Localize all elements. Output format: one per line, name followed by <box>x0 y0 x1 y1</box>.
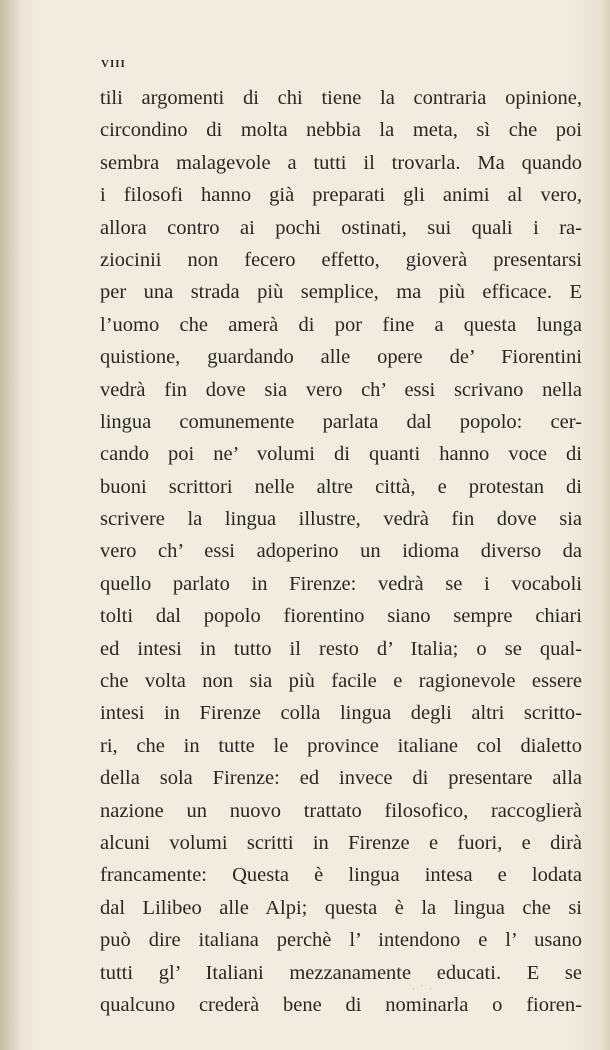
text-line: sembra malagevole a tutti il trovarla. Ma quando <box>100 151 582 174</box>
text-line: vedrà fin dove sia vero ch’ essi scrivano nella <box>100 378 582 401</box>
text-line: per una strada più semplice, ma più efficace. E <box>100 281 582 304</box>
text-line: allora contro ai pochi ostinati, sui quali i ra- <box>100 216 582 239</box>
text-line: ziocinii non fecero effetto, gioverà presentarsi <box>100 248 582 271</box>
text-line: quello parlato in Firenze: vedrà se i vocaboli <box>100 572 582 595</box>
text-line: ri, che in tutte le province italiane col dialetto <box>100 734 582 757</box>
text-line: tili argomenti di chi tiene la contraria opinione, <box>100 87 582 109</box>
text-line: nazione un nuovo trattato filosofico, raccoglierà <box>100 799 582 822</box>
text-line: della sola Firenze: ed invece di presentare alla <box>100 767 582 790</box>
paper-blemish: · ˙ · <box>412 985 433 995</box>
text-line: qualcuno crederà bene di nominarla o fioren- <box>100 993 582 1016</box>
text-line: buoni scrittori nelle altre città, e protestan di <box>100 475 582 498</box>
text-line: tolti dal popolo fiorentino siano sempre chiari <box>100 605 582 628</box>
page-number: viii <box>101 55 126 71</box>
text-line: scrivere la lingua illustre, vedrà fin dove sia <box>100 508 582 531</box>
text-line: dal Lilibeo alle Alpi; questa è la lingua che si <box>100 896 582 919</box>
gutter-shadow <box>0 0 22 1050</box>
text-line: francamente: Questa è lingua intesa e lodata <box>100 864 582 887</box>
text-line: può dire italiana perchè l’ intendono e l’ usano <box>100 929 582 952</box>
text-line: lingua comunemente parlata dal popolo: cer- <box>100 410 582 433</box>
text-line: l’uomo che amerà di por fine a questa lunga <box>100 313 582 336</box>
text-line: circondino di molta nebbia la meta, sì che poi <box>100 119 582 142</box>
body-text <box>100 82 582 1021</box>
text-line: ed intesi in tutto il resto d’ Italia; o se qual- <box>100 637 582 660</box>
text-line: intesi in Firenze colla lingua degli altri scritto- <box>100 702 582 725</box>
text-line: i filosofi hanno già preparati gli animi al vero, <box>100 184 582 207</box>
text-line: tutti gl’ Italiani mezzanamente educati. E se <box>100 961 582 984</box>
text-line: cando poi ne’ volumi di quanti hanno voce di <box>100 443 582 466</box>
text-line: quistione, guardando alle opere de’ Fiorentini <box>100 346 582 369</box>
text-line: alcuni volumi scritti in Firenze e fuori, e dirà <box>100 831 582 854</box>
text-line: che volta non sia più facile e ragionevole essere <box>100 670 582 693</box>
text-line: vero ch’ essi adoperino un idioma diverso da <box>100 540 582 563</box>
